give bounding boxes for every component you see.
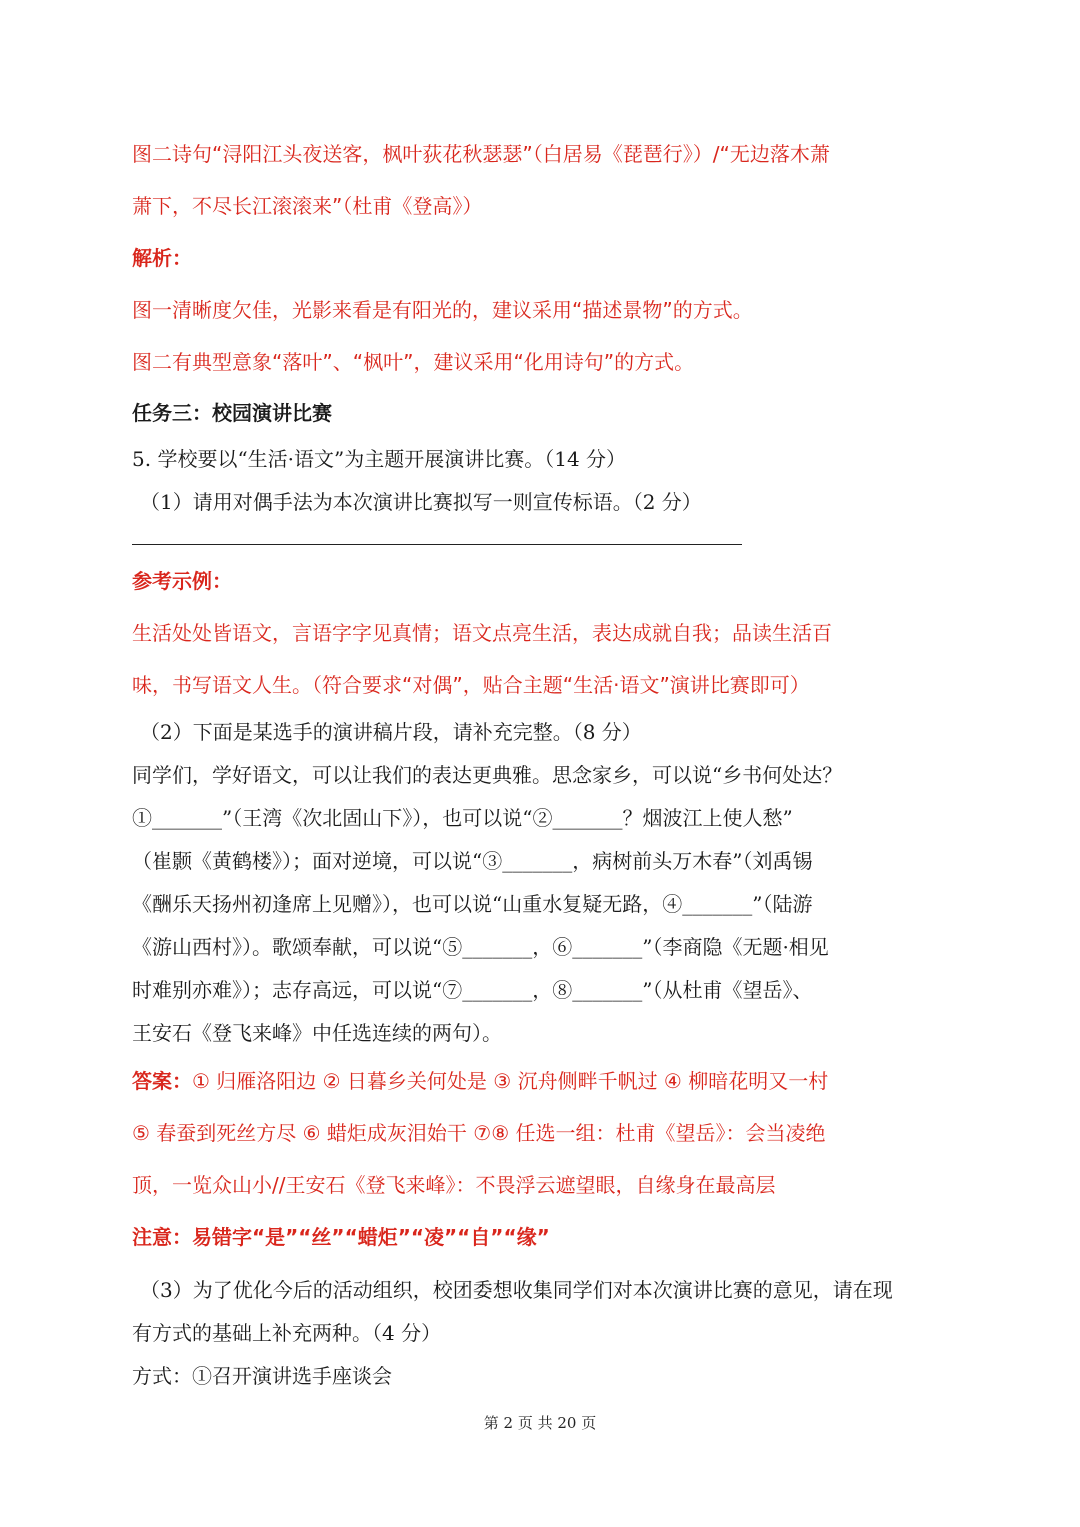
answer-block-poems	[132, 128, 952, 232]
answer-line: 萧下，不尽长江滚滚来”（杜甫《登高》）	[132, 194, 483, 218]
speech-line: 王安石《登飞来峰》中任选连续的两句）。	[132, 1021, 502, 1045]
speech-line: ①_______”（王湾《次北固山下》），也可以说“②_______？烟波江上使人愁”	[132, 806, 793, 830]
answer-line: 顶，一览众山小//王安石《登飞来峰》：不畏浮云遮望眼，自缘身在最高层	[132, 1173, 776, 1197]
note-line	[132, 1211, 952, 1263]
analysis-line: 图一清晰度欠佳，光影来看是有阳光的，建议采用“描述景物”的方式。	[132, 298, 753, 322]
analysis-block	[132, 232, 952, 388]
question-5-3-line: （3）为了优化今后的活动组织，校团委想收集同学们对本次演讲比赛的意见，请在现	[140, 1278, 893, 1302]
question-5-1: （1）请用对偶手法为本次演讲比赛拟写一则宣传标语。（2 分）	[140, 490, 702, 514]
answer-blank-line[interactable]	[132, 524, 742, 545]
analysis-label: 解析：	[132, 246, 192, 270]
note-label: 注意：	[132, 1225, 192, 1249]
answer-block-speech	[132, 1055, 952, 1263]
speech-passage	[132, 754, 952, 1055]
answer-text: ① 归雁洛阳边 ② 日暮乡关何处是 ③ 沉舟侧畔千帆过 ④ 柳暗花明又一村	[192, 1069, 829, 1093]
speech-line: 同学们，学好语文，可以让我们的表达更典雅。思念家乡，可以说“乡书何处达？	[132, 763, 843, 787]
speech-line: （崔颢《黄鹤楼》）；面对逆境，可以说“③_______，病树前头万木春”（刘禹锡	[132, 849, 813, 873]
note-text: 易错字“是”“丝”“蜡炬”“凌”“自”“缘”	[192, 1225, 550, 1249]
answer-label: 答案：	[132, 1069, 192, 1093]
answer-line: ⑤ 春蚕到死丝方尽 ⑥ 蜡炬成灰泪始干 ⑦⑧ 任选一组：杜甫《望岳》：会当凌绝	[132, 1121, 826, 1145]
example-line: 味，书写语文人生。（符合要求“对偶”，贴合主题“生活·语文”演讲比赛即可）	[132, 673, 810, 697]
speech-line: 《游山西村》）。歌颂奉献，可以说“⑤_______，⑥_______”（李商隐《无题·相见	[132, 935, 829, 959]
document-page	[132, 128, 952, 1398]
question-5-3-line: 有方式的基础上补充两种。（4 分）	[132, 1321, 442, 1345]
question-5-2: （2）下面是某选手的演讲稿片段，请补充完整。（8 分）	[140, 720, 642, 744]
methods-line: 方式：①召开演讲选手座谈会	[132, 1364, 392, 1388]
answer-line	[132, 1055, 952, 1107]
answer-line: 图二诗句“浔阳江头夜送客，枫叶荻花秋瑟瑟”（白居易《琵琶行》）/“无边落木萧	[132, 142, 830, 166]
speech-line: 《酬乐天扬州初逢席上见赠》），也可以说“山重水复疑无路，④_______”（陆游	[132, 892, 813, 916]
speech-line: 时难别亦难》）；志存高远，可以说“⑦_______，⑧_______”（从杜甫《望岳》、	[132, 978, 813, 1002]
analysis-line: 图二有典型意象“落叶”、“枫叶”，建议采用“化用诗句”的方式。	[132, 350, 695, 374]
page-footer: 第 2 页 共 20 页	[483, 1414, 597, 1432]
example-label: 参考示例：	[132, 569, 232, 593]
task3-title: 任务三：校园演讲比赛	[132, 401, 332, 425]
question-5: 5. 学校要以“生活·语文”为主题开展演讲比赛。（14 分）	[132, 447, 627, 471]
example-line: 生活处处皆语文，言语字字见真情；语文点亮生活，表达成就自我；品读生活百	[132, 621, 832, 645]
